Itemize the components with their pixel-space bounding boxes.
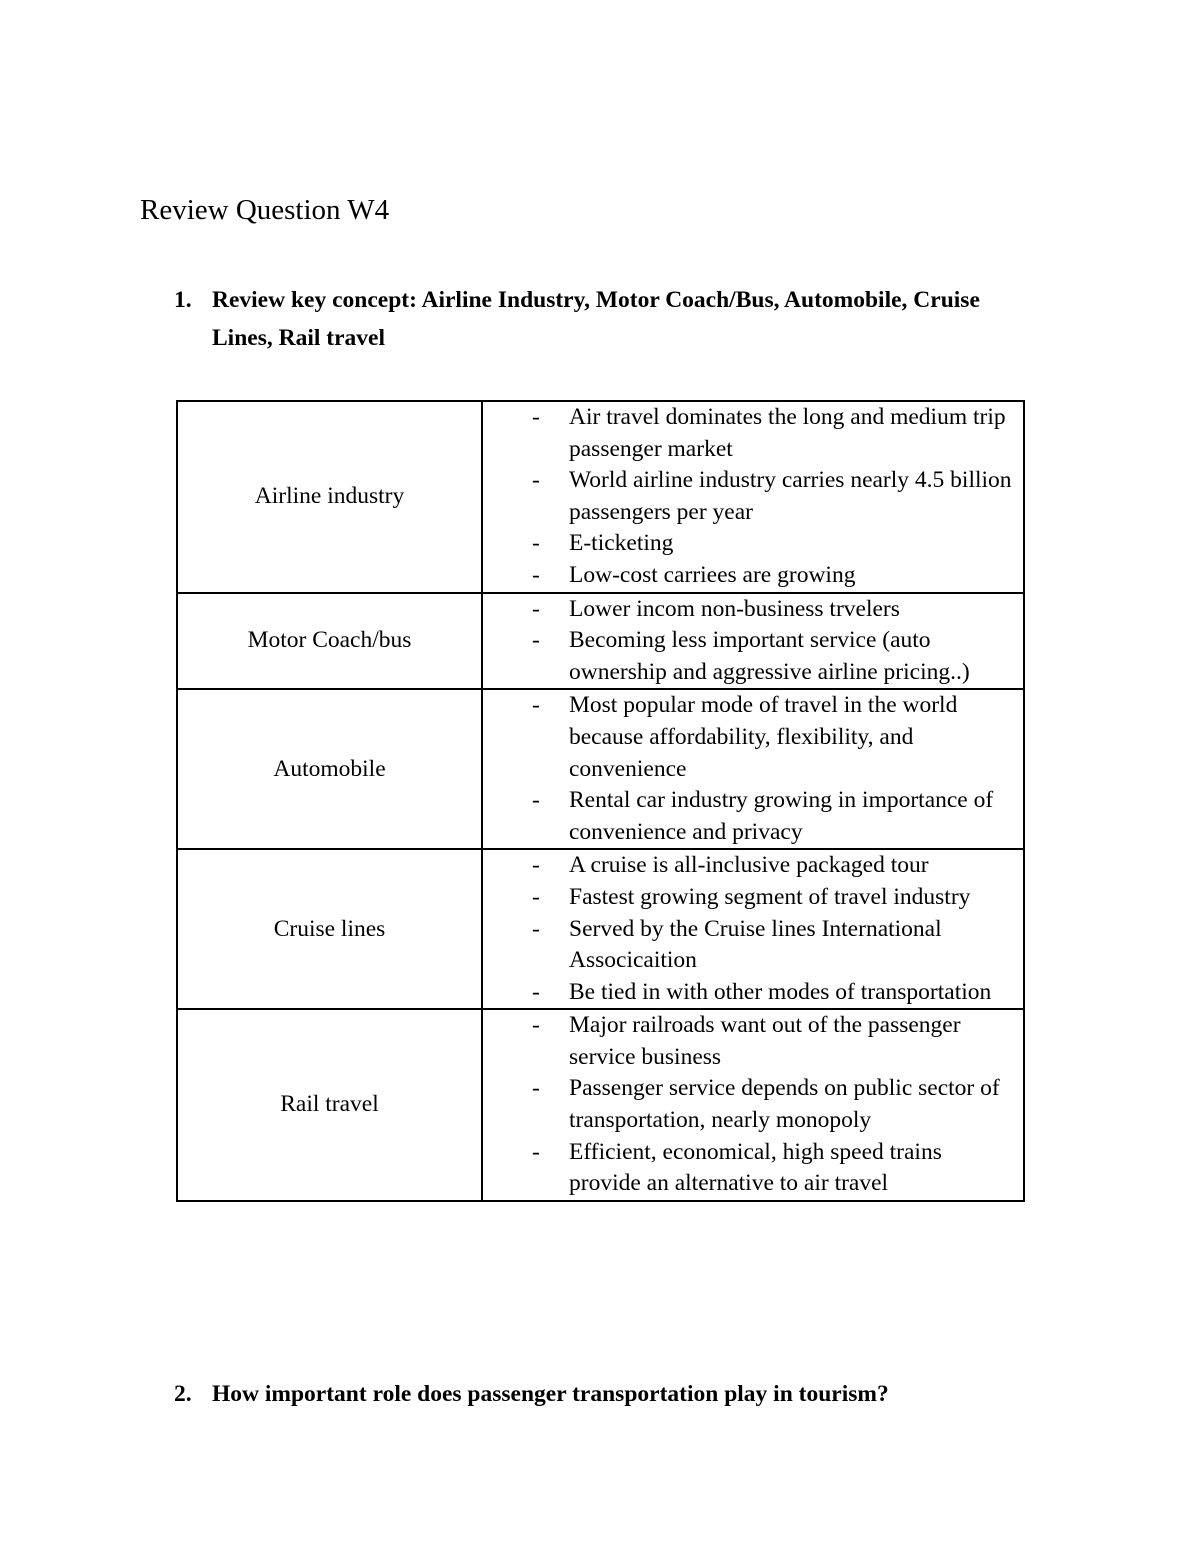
term-cell: Cruise lines (177, 849, 482, 1009)
question-1 (174, 281, 1044, 357)
list-item: - Air travel dominates the long and medium trip passenger market (569, 402, 1015, 465)
term-cell: Airline industry (177, 401, 482, 593)
question-text: Review key concept: Airline Industry, Motor Coach/Bus, Automobile, Cruise Lines, Rail travel (212, 287, 980, 351)
points-cell (482, 689, 1024, 849)
term-cell: Motor Coach/bus (177, 593, 482, 690)
list-item: - E-ticketing (569, 528, 1015, 560)
table-row (177, 689, 1024, 849)
list-item: - Served by the Cruise lines International Associcaition (569, 914, 1015, 977)
list-item: - Efficient, economical, high speed trains provide an alternative to air travel (569, 1137, 1015, 1200)
points-cell (482, 1009, 1024, 1201)
bullet-list (483, 1010, 1023, 1200)
document-title: Review Question W4 (140, 194, 390, 226)
list-item: - Major railroads want out of the passenger service business (569, 1010, 1015, 1073)
list-item: - World airline industry carries nearly 4.5 billion passengers per year (569, 465, 1015, 528)
question-number: 2. (174, 1381, 192, 1407)
question-2 (174, 1375, 1044, 1413)
list-item: - Passenger service depends on public sector of transportation, nearly monopoly (569, 1073, 1015, 1136)
list-item: - A cruise is all-inclusive packaged tour (569, 850, 1015, 882)
list-item: - Rental car industry growing in importance of convenience and privacy (569, 785, 1015, 848)
term-cell: Automobile (177, 689, 482, 849)
list-item: - Be tied in with other modes of transportation (569, 977, 1015, 1009)
bullet-list (483, 402, 1023, 592)
question-text: How important role does passenger transportation play in tourism? (212, 1381, 889, 1407)
points-cell (482, 593, 1024, 690)
term-cell: Rail travel (177, 1009, 482, 1201)
bullet-list (483, 594, 1023, 689)
bullet-list (483, 690, 1023, 848)
list-item: - Low-cost carriees are growing (569, 560, 1015, 592)
table-row (177, 401, 1024, 593)
points-cell (482, 849, 1024, 1009)
list-item: - Fastest growing segment of travel industry (569, 882, 1015, 914)
table-row (177, 849, 1024, 1009)
list-item: - Lower incom non-business trvelers (569, 594, 1015, 626)
table-row (177, 593, 1024, 690)
question-number: 1. (174, 287, 192, 313)
list-item: - Most popular mode of travel in the world because affordability, flexibility, and convenience (569, 690, 1015, 785)
bullet-list (483, 850, 1023, 1008)
table-row (177, 1009, 1024, 1201)
concepts-table (176, 400, 1025, 1202)
list-item: - Becoming less important service (auto ownership and aggressive airline pricing..) (569, 625, 1015, 688)
points-cell (482, 401, 1024, 593)
